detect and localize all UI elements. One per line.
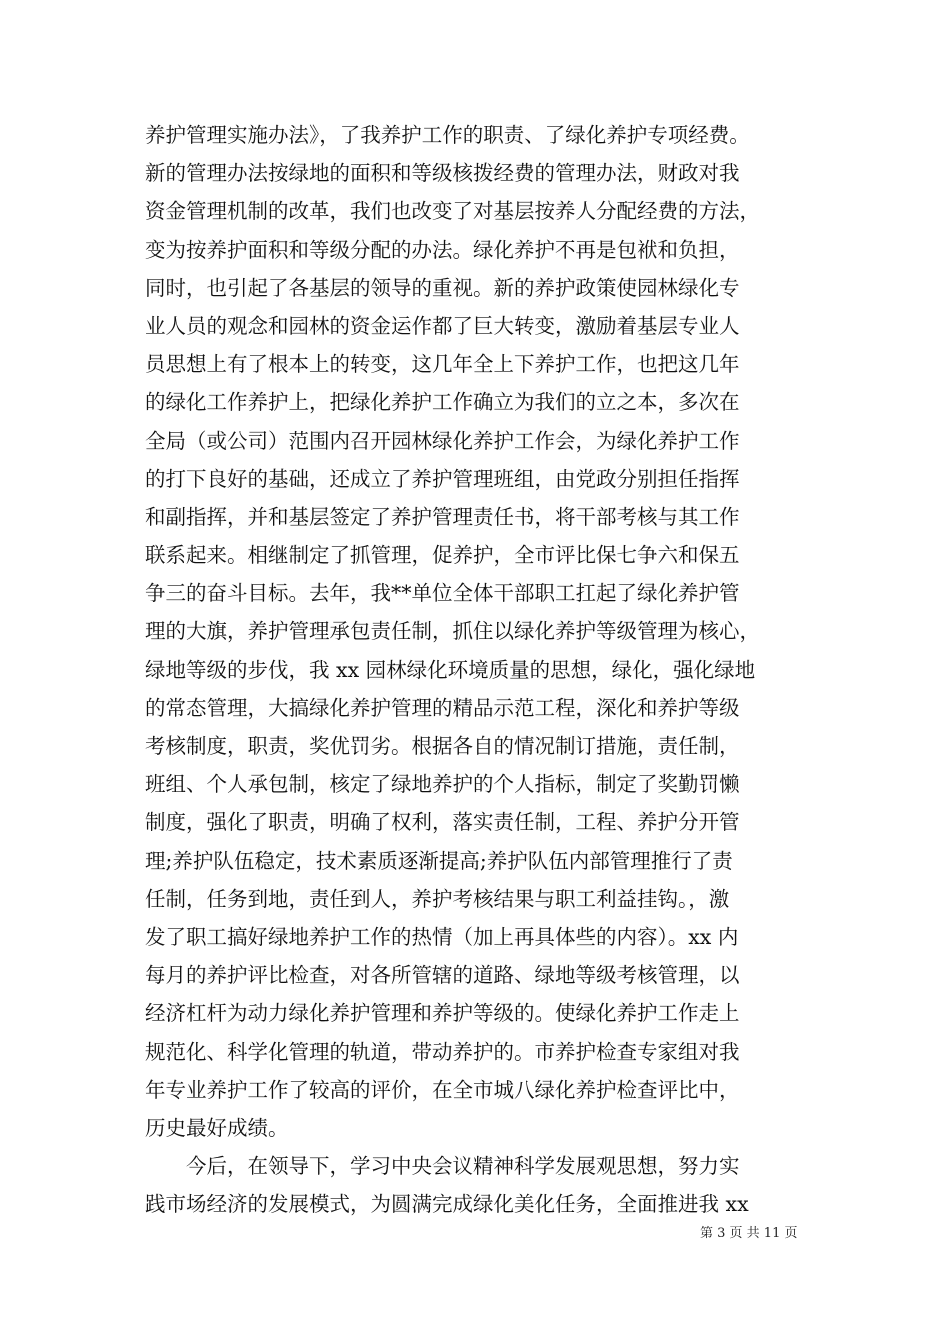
text-line: 历史最好成绩。 [145,1115,289,1140]
text-line: 理的大旗，养护管理承包责任制，抓住以绿化养护等级管理为核心， [145,619,760,644]
page-number: 第 3 页 共 11 页 [700,1226,798,1241]
text-line: 制度，强化了职责，明确了权利，落实责任制，工程、养护分开管 [145,810,740,835]
text-line: 全局（或公司）范围内召开园林绿化养护工作会，为绿化养护工作 [145,428,740,453]
text-line: 同时，也引起了各基层的领导的重视。新的养护政策使园林绿化专 [145,275,740,300]
text-line: 新的管理办法按绿地的面积和等级核拨经费的管理办法，财政对我 [145,161,740,186]
text-line: 发了职工搞好绿地养护工作的热情（加上再具体些的内容）。xx 内 [145,924,739,949]
text-line: 变为按养护面积和等级分配的办法。绿化养护不再是包袱和负担， [145,237,740,262]
text-line: 的常态管理，大搞绿化养护管理的精品示范工程，深化和养护等级 [145,695,740,720]
text-line: 任制，任务到地，责任到人，养护考核结果与职工利益挂钩。，激 [145,886,730,911]
text-line: 经济杠杆为动力绿化养护管理和养护等级的。使绿化养护工作走上 [145,1001,740,1026]
text-line: 资金管理机制的改革，我们也改变了对基层按养人分配经费的方法， [145,199,760,224]
text-line: 每月的养护评比检查，对各所管辖的道路、绿地等级考核管理，以 [145,963,740,988]
text-line: 联系起来。相继制定了抓管理，促养护，全市评比保七争六和保五 [145,543,740,568]
text-line: 的绿化工作养护上，把绿化养护工作确立为我们的立之本，多次在 [145,390,740,415]
text-line: 理;养护队伍稳定，技术素质逐渐提高;养护队伍内部管理推行了责 [145,848,733,873]
text-line: 践市场经济的发展模式，为圆满完成绿化美化任务，全面推进我 xx [145,1192,749,1217]
text-line: 争三的奋斗目标。去年，我**单位全体干部职工扛起了绿化养护管 [145,581,740,606]
text-line: 年专业养护工作了较高的评价，在全市城八绿化养护检查评比中， [145,1077,740,1102]
text-line: 考核制度，职责，奖优罚劣。根据各自的情况制订措施，责任制， [145,734,740,758]
text-line: 和副指挥，并和基层签定了养护管理责任书，将干部考核与其工作 [145,504,740,529]
text-line: 业人员的观念和园林的资金运作都了巨大转变，激励着基层专业人 [145,313,740,338]
text-line: 养护管理实施办法》，了我养护工作的职责、了绿化养护专项经费。 [145,123,750,147]
text-line-paragraph-start: 今后，在领导下，学习中央会议精神科学发展观思想，努力实 [186,1154,740,1179]
text-line: 班组、个人承包制，核定了绿地养护的个人指标，制定了奖勤罚懒 [145,772,740,797]
text-line: 员思想上有了根本上的转变，这几年全上下养护工作，也把这几年 [145,352,740,377]
text-line: 的打下良好的基础，还成立了养护管理班组，由党政分别担任指挥 [145,466,740,491]
text-line: 规范化、科学化管理的轨道，带动养护的。市养护检查专家组对我 [145,1039,740,1064]
body-text [145,116,825,1223]
text-line: 绿地等级的步伐，我 xx 园林绿化环境质量的思想，绿化，强化绿地 [145,657,756,682]
